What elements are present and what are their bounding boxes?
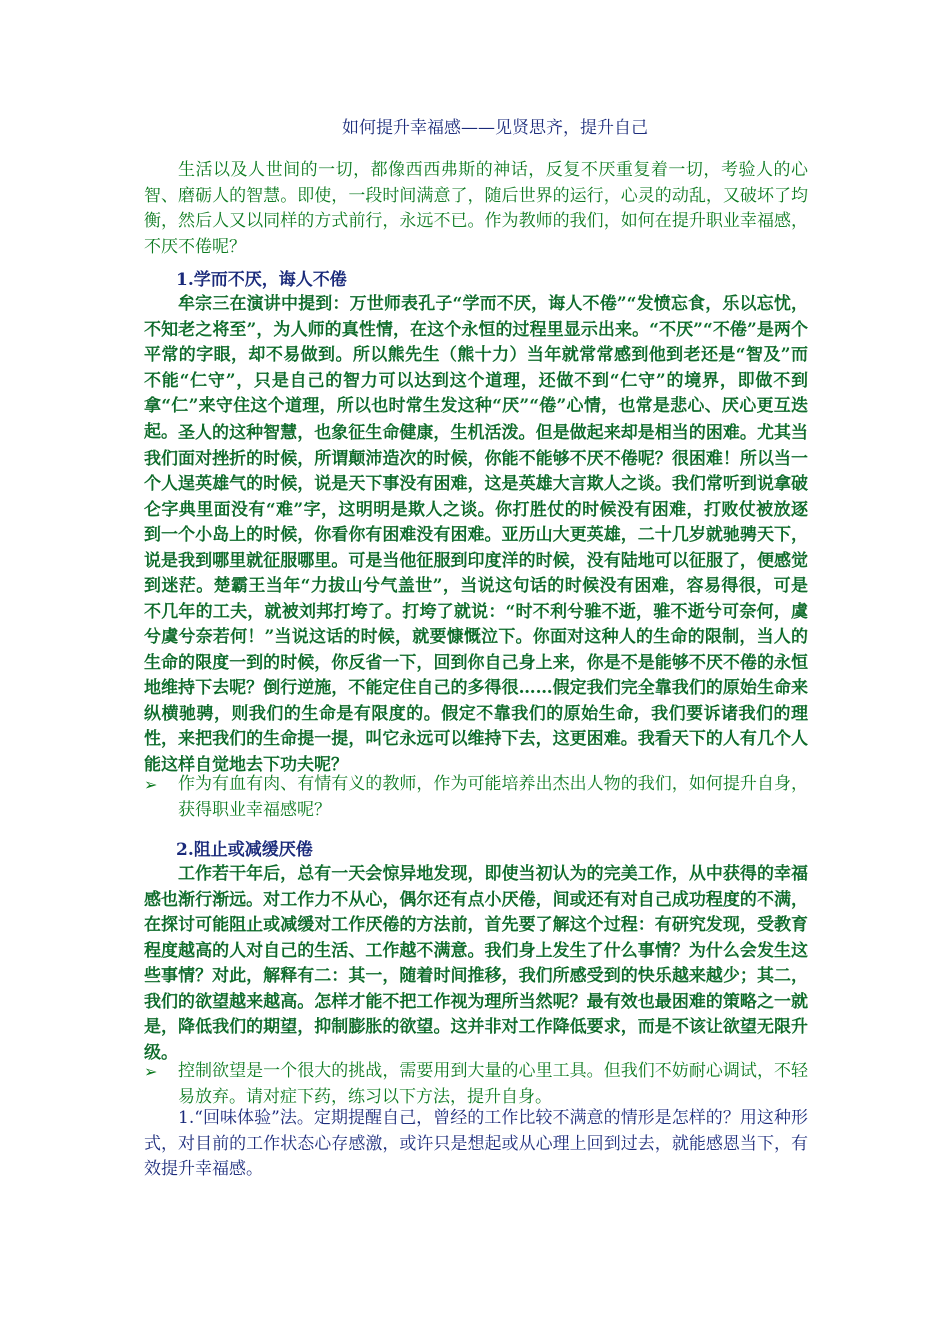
section2-paragraph-1: 工作若干年后，总有一天会惊异地发现，即使当初认为的完美工作，从中获得的幸福感也渐行渐远。对工作力不从心，偶尔还有点小厌倦，间或还有对自己成功程度的不满，在探讨可能阻止或减缓对工作厌倦的方法前，首先要了解这个过程：有研究发现，受教育程度越高的人对自己的生活、工作越不满意。我们身上发生了什么事情？为什么会发生这些事情？对此，解释有二：其一，随着时间推移，我们所感受到的快乐越来越少；其二，我们的欲望越来越高。怎样才能不把工作视为理所当然呢？最有效也最困难的策略之一就是，降低我们的期望，抑制膨胀的欲望。这并非对工作降低要求，而是不该让欲望无限升级。 xyxy=(144,864,808,1063)
method-1-paragraph: 1.“回味体验”法。定期提醒自己，曾经的工作比较不满意的情形是怎样的？用这种形式，对目前的工作状态心存感激，或许只是想起或从心理上回到过去，就能感恩当下，有效提升幸福感。 xyxy=(144,1108,808,1179)
section1-heading: 1.学而不厌，诲人不倦 xyxy=(176,270,347,290)
arrowhead-bullet-icon: ➢ xyxy=(144,1062,158,1081)
section1-bullet-text: 作为有血有肉、有情有义的教师，作为可能培养出杰出人物的我们，如何提升自身，获得职业幸福感呢？ xyxy=(178,774,808,820)
section1-paragraph-2: 圣人的这种智慧，也象征生命健康，生机活泼。但是做起来却是相当的困难。尤其当我们面对挫折的时候，所谓颠沛造次的时候，你能不能够不厌不倦呢？很困难！所以当一个人逞英雄气的时候，说是天下事没有困难，这是英雄大言欺人之谈。我们常听到说拿破仑字典里面没有“难”字，这明明是欺人之谈。你打胜仗的时候没有困难，打败仗被放逐到一个小岛上的时候，你看你有困难没有困难。亚历山大更英雄，二十几岁就驰骋天下，说是我到哪里就征服哪里。可是当他征服到印度洋的时候，没有陆地可以征服了，便感觉到迷茫。楚霸王当年“力拔山兮气盖世”，当说这句话的时候没有困难，容易得很，可是不几年的工夫，就被刘邦打垮了。打垮了就说：“时不利兮骓不逝，骓不逝兮可奈何，虞兮虞兮奈若何！”当说这话的时候，就要慷慨泣下。你面对这种人的生命的限制，当人的生命的限度一到的时候，你反省一下，回到你自己身上来，你是不是能够不厌不倦的永恒地维持下去呢？倒行逆施，不能定住自己的多得很……假定我们完全靠我们的原始生命来纵横驰骋，则我们的生命是有限度的。假定不靠我们的原始生命，我们要诉诸我们的理性，来把我们的生命提一提，叫它永远可以维持下去，这更困难。我看天下的人有几个人能这样自觉地去下功夫呢？ xyxy=(144,423,808,775)
page-title: 如何提升幸福感——见贤思齐，提升自己 xyxy=(342,118,648,138)
section2-bullet-text: 控制欲望是一个很大的挑战，需要用到大量的心里工具。但我们不妨耐心调试，不轻易放弃。请对症下药，练习以下方法，提升自身。 xyxy=(178,1061,808,1107)
section1-paragraph-1: 牟宗三在演讲中提到：万世师表孔子“学而不厌，诲人不倦”“发愤忘食，乐以忘忧，不知老之将至”，为人师的真性情，在这个永恒的过程里显示出来。“不厌”“不倦”是两个平常的字眼，却不易做到。所以熊先生（熊十力）当年就常常感到他到老还是“智及”而不能“仁守”，只是自己的智力可以达到这个道理，还做不到“仁守”的境界，即做不到拿“仁”来守住这个道理，所以也时常生发这种“厌”“倦”心情，也常是悲心、厌心更互迭起。 xyxy=(144,294,808,442)
section2-heading: 2.阻止或减缓厌倦 xyxy=(176,840,313,860)
section2-bullet xyxy=(144,1059,808,1110)
section1-bullet xyxy=(144,772,808,823)
intro-paragraph: 生活以及人世间的一切，都像西西弗斯的神话，反复不厌重复着一切，考验人的心智、磨砺人的智慧。即使，一段时间满意了，随后世界的运行，心灵的动乱，又破坏了均衡，然后人又以同样的方式前行，永远不已。作为教师的我们，如何在提升职业幸福感，不厌不倦呢？ xyxy=(144,160,808,257)
arrowhead-bullet-icon: ➢ xyxy=(144,775,158,794)
